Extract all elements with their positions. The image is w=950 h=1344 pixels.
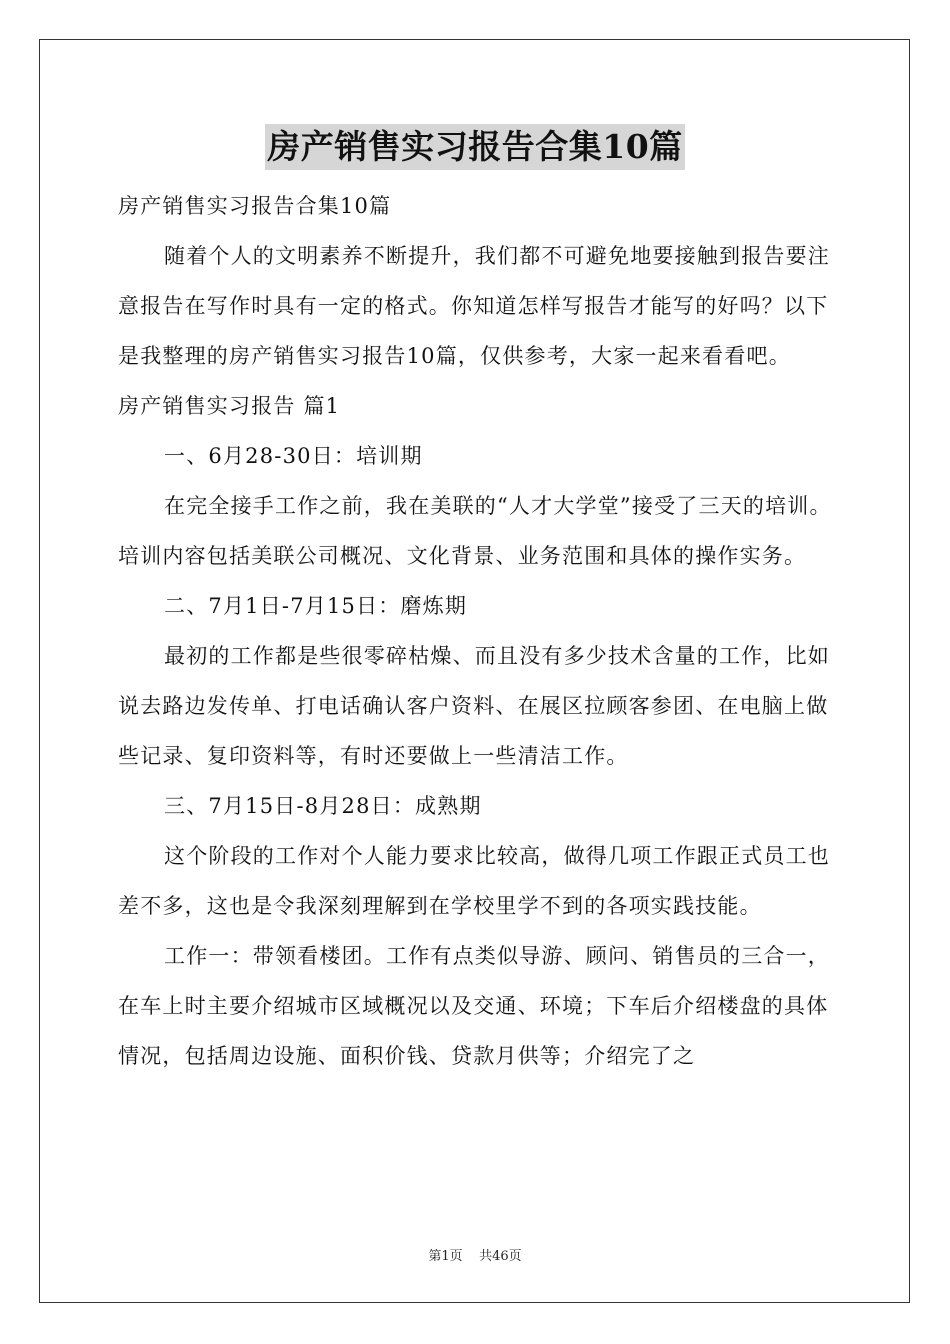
- subtitle-paragraph: 房产销售实习报告合集10篇: [118, 194, 392, 218]
- intro-paragraph: 随着个人的文明素养不断提升，我们都不可避免地要接触到报告要注意报告在写作时具有一定的格式。你知道怎样写报告才能写的好吗？以下是我整理的房产销售实习报告10篇，仅供参考，大家一起来看看吧。: [118, 244, 830, 368]
- page-total: 共46页: [479, 1249, 522, 1264]
- document-title: 房产销售实习报告合集10篇: [265, 124, 684, 170]
- body-paragraph: 工作一：带领看楼团。工作有点类似导游、顾问、销售员的三合一，在车上时主要介绍城市区域概况以及交通、环境；下车后介绍楼盘的具体情况，包括周边设施、面积价钱、贷款月供等；介绍完了之: [118, 944, 830, 1068]
- body-paragraph: 最初的工作都是些很零碎枯燥、而且没有多少技术含量的工作，比如说去路边发传单、打电话确认客户资料、在展区拉顾客参团、在电脑上做些记录、复印资料等，有时还要做上一些清洁工作。: [118, 644, 830, 768]
- title-container: [0, 124, 950, 170]
- phase-heading-practice: 二、7月1日-7月15日：磨炼期: [164, 594, 468, 618]
- page-number: 第1页: [428, 1249, 463, 1264]
- phase-heading-mature: 三、7月15日-8月28日：成熟期: [164, 794, 482, 818]
- document-body: [118, 181, 838, 1081]
- body-paragraph: 这个阶段的工作对个人能力要求比较高，做得几项工作跟正式员工也差不多，这也是令我深刻理解到在学校里学不到的各项实践技能。: [118, 844, 830, 918]
- phase-heading-training: 一、6月28-30日：培训期: [164, 444, 423, 468]
- section-heading: 房产销售实习报告 篇1: [118, 394, 341, 418]
- page-footer: [0, 1248, 950, 1266]
- body-paragraph: 在完全接手工作之前，我在美联的“人才大学堂”接受了三天的培训。培训内容包括美联公司概况、文化背景、业务范围和具体的操作实务。: [118, 494, 832, 568]
